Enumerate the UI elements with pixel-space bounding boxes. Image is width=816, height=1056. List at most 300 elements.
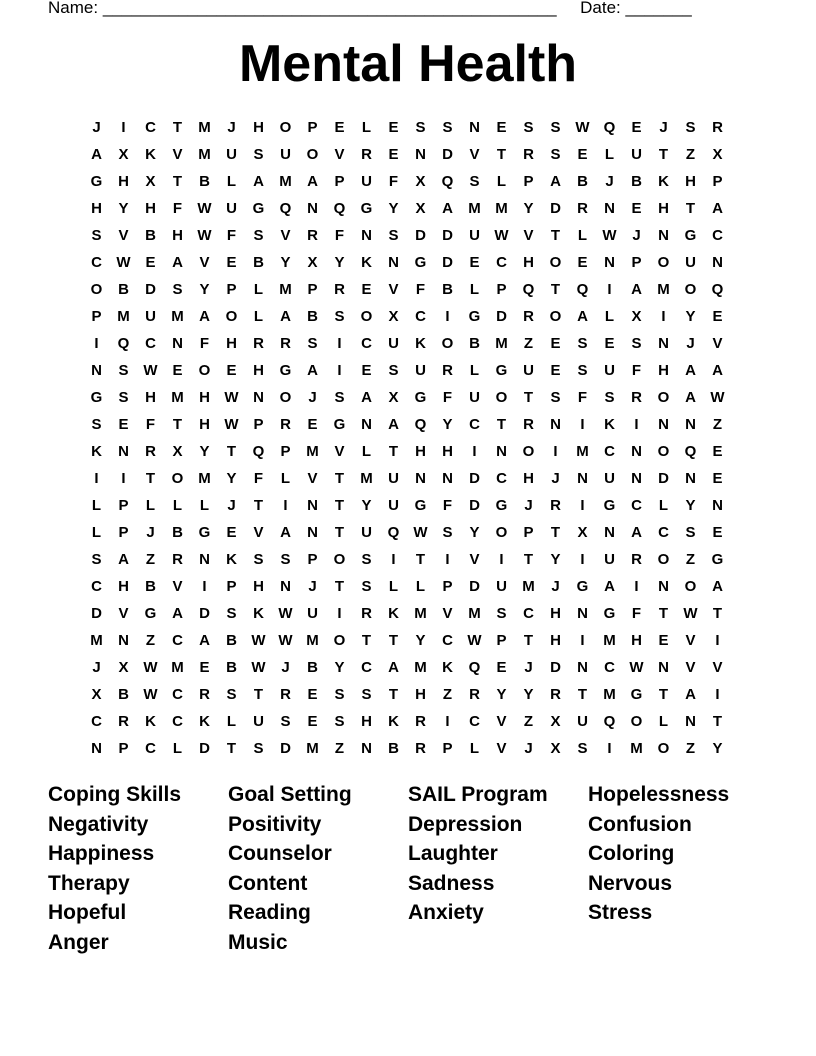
grid-letter: D	[469, 578, 480, 595]
grid-row	[83, 735, 733, 762]
grid-row	[83, 681, 733, 708]
grid-letter: A	[280, 524, 291, 541]
grid-letter: E	[226, 524, 237, 541]
grid-row	[83, 114, 733, 141]
grid-letter: Y	[334, 659, 345, 676]
grid-letter: P	[496, 281, 507, 298]
grid-letter: O	[360, 308, 373, 325]
grid-letter: L	[469, 740, 480, 757]
grid-letter: E	[712, 524, 723, 541]
grid-letter: R	[253, 335, 264, 352]
grid-row	[83, 573, 733, 600]
grid-letter: U	[523, 362, 534, 379]
grid-letter: V	[442, 605, 453, 622]
grid-letter: K	[442, 659, 453, 676]
grid-letter: E	[118, 416, 129, 433]
grid-letter: A	[280, 308, 291, 325]
grid-letter: E	[469, 254, 480, 271]
grid-letter: Q	[117, 335, 130, 352]
grid-letter: J	[686, 335, 695, 352]
grid-letter: W	[710, 389, 725, 406]
grid-letter: J	[551, 578, 560, 595]
grid-letter: Q	[414, 416, 427, 433]
grid-letter: N	[604, 200, 615, 217]
grid-letter: N	[307, 200, 318, 217]
grid-letter: E	[226, 254, 237, 271]
grid-letter: R	[280, 335, 291, 352]
grid-letter: B	[442, 281, 453, 298]
grid-letter: O	[684, 578, 697, 595]
grid-letter: L	[604, 146, 615, 163]
grid-letter: A	[442, 200, 453, 217]
grid-letter: K	[145, 146, 156, 163]
grid-letter: N	[658, 227, 669, 244]
grid-letter: V	[199, 254, 210, 271]
grid-letter: U	[388, 497, 399, 514]
grid-letter: U	[388, 470, 399, 487]
grid-letter: S	[550, 119, 561, 136]
grid-letter: Q	[684, 443, 697, 460]
grid-letter: F	[226, 227, 237, 244]
grid-letter: U	[469, 389, 480, 406]
grid-letter: N	[658, 578, 669, 595]
grid-letter: S	[253, 146, 264, 163]
grid-letter: M	[117, 308, 130, 325]
grid-letter: K	[658, 173, 669, 190]
grid-letter: G	[684, 227, 697, 244]
grid-letter: M	[279, 281, 292, 298]
grid-letter: V	[280, 227, 291, 244]
grid-letter: N	[118, 632, 129, 649]
grid-letter: U	[577, 713, 588, 730]
grid-letter: M	[630, 740, 643, 757]
grid-letter: X	[415, 173, 426, 190]
grid-letter: Z	[442, 686, 453, 703]
grid-row	[83, 600, 733, 627]
word-bank-item: Goal Setting	[228, 783, 352, 806]
grid-letter: T	[415, 551, 426, 568]
grid-letter: Y	[118, 200, 129, 217]
grid-letter: J	[227, 119, 236, 136]
grid-letter: I	[607, 281, 612, 298]
grid-letter: L	[253, 308, 264, 325]
grid-letter: X	[631, 308, 642, 325]
grid-letter: D	[280, 740, 291, 757]
grid-letter: S	[334, 308, 345, 325]
grid-letter: L	[361, 119, 372, 136]
grid-letter: E	[307, 416, 318, 433]
grid-letter: C	[172, 686, 183, 703]
grid-letter: H	[523, 470, 534, 487]
grid-letter: S	[118, 362, 129, 379]
grid-letter: M	[414, 659, 427, 676]
grid-letter: W	[413, 524, 428, 541]
grid-letter: L	[172, 497, 183, 514]
grid-letter: O	[657, 551, 670, 568]
grid-letter: T	[334, 497, 345, 514]
grid-letter: U	[604, 362, 615, 379]
word-bank-item: Coloring	[588, 842, 675, 866]
grid-letter: C	[496, 254, 507, 271]
grid-letter: N	[307, 524, 318, 541]
date-blank[interactable]: _______	[625, 0, 692, 17]
grid-letter: E	[361, 362, 372, 379]
grid-letter: I	[445, 551, 450, 568]
grid-letter: H	[199, 389, 210, 406]
grid-letter: Q	[441, 173, 454, 190]
grid-letter: X	[712, 146, 723, 163]
grid-letter: N	[469, 119, 480, 136]
grid-letter: R	[199, 686, 210, 703]
grid-letter: O	[333, 632, 346, 649]
word-bank-item: Laughter	[408, 842, 498, 866]
grid-letter: H	[118, 578, 129, 595]
grid-letter: H	[550, 605, 561, 622]
grid-letter: R	[172, 551, 183, 568]
grid-row	[83, 195, 733, 222]
grid-letter: V	[496, 740, 507, 757]
grid-letter: F	[631, 362, 642, 379]
grid-letter: M	[576, 443, 589, 460]
grid-letter: P	[118, 497, 129, 514]
grid-letter: A	[172, 254, 183, 271]
grid-letter: I	[715, 632, 720, 649]
grid-letter: U	[361, 173, 372, 190]
grid-letter: A	[253, 173, 264, 190]
grid-letter: O	[495, 524, 508, 541]
grid-letter: T	[226, 443, 237, 460]
grid-letter: A	[577, 308, 588, 325]
grid-letter: R	[523, 308, 534, 325]
grid-letter: I	[580, 416, 585, 433]
grid-letter: J	[551, 470, 560, 487]
grid-letter: T	[361, 632, 372, 649]
grid-letter: T	[334, 578, 345, 595]
grid-letter: E	[172, 362, 183, 379]
grid-letter: T	[577, 686, 588, 703]
grid-letter: H	[253, 362, 264, 379]
grid-letter: P	[226, 578, 237, 595]
grid-letter: S	[334, 389, 345, 406]
grid-letter: R	[334, 281, 345, 298]
grid-letter: K	[226, 551, 237, 568]
grid-row	[83, 168, 733, 195]
grid-letter: C	[91, 254, 102, 271]
name-date-line	[48, 0, 692, 19]
grid-letter: N	[658, 416, 669, 433]
grid-letter: V	[685, 632, 696, 649]
grid-letter: R	[361, 605, 372, 622]
grid-letter: X	[118, 146, 129, 163]
grid-letter: S	[388, 362, 399, 379]
grid-letter: D	[199, 605, 210, 622]
grid-letter: B	[118, 281, 129, 298]
grid-letter: C	[604, 443, 615, 460]
grid-letter: C	[361, 659, 372, 676]
grid-letter: M	[198, 470, 211, 487]
grid-letter: T	[388, 632, 399, 649]
grid-letter: M	[468, 605, 481, 622]
grid-letter: Z	[523, 335, 534, 352]
grid-letter: O	[522, 443, 535, 460]
grid-letter: Q	[603, 713, 616, 730]
grid-letter: Z	[145, 632, 156, 649]
grid-letter: E	[226, 362, 237, 379]
letter-grid	[83, 114, 733, 762]
grid-letter: R	[712, 119, 723, 136]
grid-row	[83, 654, 733, 681]
grid-letter: B	[631, 173, 642, 190]
grid-letter: Y	[280, 254, 291, 271]
grid-letter: A	[712, 578, 723, 595]
grid-letter: R	[550, 686, 561, 703]
grid-letter: H	[145, 389, 156, 406]
grid-letter: Z	[334, 740, 345, 757]
grid-letter: W	[575, 119, 590, 136]
grid-letter: E	[388, 146, 399, 163]
grid-letter: U	[307, 605, 318, 622]
word-bank-item: Anger	[48, 930, 109, 954]
grid-letter: L	[91, 497, 102, 514]
grid-letter: V	[172, 146, 183, 163]
grid-letter: L	[469, 362, 480, 379]
grid-letter: S	[334, 686, 345, 703]
grid-letter: R	[361, 146, 372, 163]
grid-letter: B	[253, 254, 264, 271]
grid-letter: T	[523, 632, 534, 649]
grid-letter: I	[202, 578, 207, 595]
grid-letter: S	[91, 416, 102, 433]
grid-letter: B	[388, 740, 399, 757]
name-label: Name:	[48, 0, 99, 17]
grid-letter: N	[280, 578, 291, 595]
grid-letter: T	[712, 605, 723, 622]
grid-letter: P	[496, 632, 507, 649]
grid-letter: C	[172, 713, 183, 730]
grid-letter: T	[658, 605, 669, 622]
grid-letter: Y	[442, 416, 453, 433]
grid-letter: O	[684, 281, 697, 298]
grid-letter: J	[281, 659, 290, 676]
grid-letter: C	[91, 578, 102, 595]
word-bank-item: Positivity	[228, 812, 322, 836]
grid-letter: B	[226, 632, 237, 649]
grid-letter: N	[415, 470, 426, 487]
grid-letter: S	[361, 578, 372, 595]
grid-letter: U	[361, 524, 372, 541]
grid-letter: I	[607, 740, 612, 757]
grid-letter: S	[226, 686, 237, 703]
grid-letter: Q	[603, 119, 616, 136]
grid-letter: M	[603, 686, 616, 703]
grid-letter: G	[711, 551, 724, 568]
grid-letter: C	[145, 740, 156, 757]
grid-letter: R	[469, 686, 480, 703]
grid-letter: B	[145, 578, 156, 595]
grid-letter: F	[388, 173, 399, 190]
grid-letter: S	[442, 119, 453, 136]
grid-letter: Y	[685, 497, 696, 514]
grid-letter: J	[659, 119, 668, 136]
grid-letter: S	[685, 524, 696, 541]
word-bank-item: Reading	[228, 901, 311, 925]
grid-letter: I	[634, 416, 639, 433]
grid-letter: E	[712, 443, 723, 460]
grid-letter: C	[145, 335, 156, 352]
grid-letter: D	[442, 254, 453, 271]
grid-letter: Z	[523, 713, 534, 730]
grid-letter: V	[334, 443, 345, 460]
grid-letter: M	[657, 281, 670, 298]
grid-letter: A	[199, 632, 210, 649]
grid-letter: O	[441, 335, 454, 352]
grid-letter: J	[146, 524, 155, 541]
grid-letter: V	[469, 551, 480, 568]
grid-letter: A	[388, 659, 399, 676]
grid-letter: A	[307, 362, 318, 379]
grid-letter: N	[442, 470, 453, 487]
grid-letter: S	[253, 551, 264, 568]
grid-letter: M	[603, 632, 616, 649]
word-bank-item: Confusion	[588, 812, 692, 836]
grid-letter: K	[91, 443, 102, 460]
grid-letter: Z	[685, 740, 696, 757]
grid-letter: W	[683, 605, 698, 622]
grid-letter: N	[577, 605, 588, 622]
grid-letter: Z	[145, 551, 156, 568]
grid-letter: M	[495, 335, 508, 352]
word-bank-item: Stress	[588, 901, 653, 925]
grid-letter: U	[145, 308, 156, 325]
grid-letter: U	[496, 578, 507, 595]
grid-letter: S	[388, 227, 399, 244]
grid-letter: S	[577, 335, 588, 352]
grid-letter: G	[630, 686, 643, 703]
grid-letter: B	[307, 308, 318, 325]
grid-letter: A	[604, 578, 615, 595]
word-bank-item: Happiness	[48, 842, 155, 866]
grid-letter: T	[172, 416, 183, 433]
grid-letter: P	[253, 416, 264, 433]
grid-letter: J	[524, 659, 533, 676]
grid-letter: N	[496, 443, 507, 460]
grid-letter: O	[279, 119, 292, 136]
grid-letter: E	[307, 686, 318, 703]
grid-letter: V	[118, 605, 129, 622]
grid-letter: J	[227, 497, 236, 514]
grid-letter: X	[577, 524, 588, 541]
grid-letter: R	[280, 686, 291, 703]
name-blank[interactable]: ________________________________________________	[102, 0, 557, 17]
grid-letter: Q	[711, 281, 724, 298]
grid-row	[83, 357, 733, 384]
grid-letter: M	[306, 740, 319, 757]
grid-letter: L	[469, 281, 480, 298]
grid-letter: R	[442, 362, 453, 379]
grid-letter: E	[712, 308, 723, 325]
grid-letter: L	[388, 578, 399, 595]
grid-letter: Y	[388, 200, 399, 217]
grid-letter: K	[388, 713, 399, 730]
grid-letter: M	[198, 119, 211, 136]
grid-letter: B	[199, 173, 210, 190]
grid-letter: K	[361, 254, 372, 271]
word-bank-item: Coping Skills	[48, 783, 182, 806]
grid-letter: Y	[415, 632, 426, 649]
grid-letter: H	[550, 632, 561, 649]
grid-letter: R	[307, 227, 318, 244]
grid-letter: W	[224, 389, 239, 406]
grid-letter: G	[414, 389, 427, 406]
grid-letter: F	[253, 470, 264, 487]
grid-letter: A	[712, 362, 723, 379]
grid-letter: E	[631, 200, 642, 217]
grid-letter: Q	[576, 281, 589, 298]
grid-letter: E	[307, 713, 318, 730]
grid-letter: S	[280, 713, 291, 730]
grid-letter: P	[307, 119, 318, 136]
grid-letter: O	[657, 389, 670, 406]
grid-letter: G	[144, 605, 157, 622]
grid-letter: N	[118, 443, 129, 460]
grid-letter: V	[253, 524, 264, 541]
grid-letter: K	[253, 605, 264, 622]
grid-letter: P	[334, 173, 345, 190]
grid-letter: A	[118, 551, 129, 568]
grid-letter: N	[631, 443, 642, 460]
grid-letter: V	[118, 227, 129, 244]
grid-letter: X	[550, 713, 561, 730]
grid-letter: F	[199, 335, 210, 352]
grid-letter: L	[91, 524, 102, 541]
grid-letter: R	[415, 740, 426, 757]
grid-letter: M	[306, 443, 319, 460]
grid-letter: O	[495, 389, 508, 406]
grid-letter: T	[334, 524, 345, 541]
grid-letter: X	[118, 659, 129, 676]
grid-row	[83, 708, 733, 735]
grid-letter: N	[577, 659, 588, 676]
grid-letter: U	[631, 146, 642, 163]
grid-letter: A	[361, 389, 372, 406]
grid-row	[83, 384, 733, 411]
grid-letter: T	[145, 470, 156, 487]
grid-letter: S	[91, 227, 102, 244]
grid-letter: V	[685, 659, 696, 676]
grid-letter: G	[90, 389, 103, 406]
grid-letter: P	[523, 173, 534, 190]
grid-letter: D	[550, 200, 561, 217]
grid-letter: M	[360, 470, 373, 487]
grid-letter: F	[172, 200, 183, 217]
grid-letter: O	[306, 146, 319, 163]
grid-letter: S	[604, 389, 615, 406]
grid-letter: I	[445, 308, 450, 325]
grid-letter: P	[631, 254, 642, 271]
grid-letter: W	[143, 686, 158, 703]
grid-letter: W	[116, 254, 131, 271]
grid-letter: N	[658, 335, 669, 352]
grid-letter: C	[442, 632, 453, 649]
grid-letter: N	[604, 524, 615, 541]
grid-letter: Y	[523, 686, 534, 703]
grid-letter: N	[361, 416, 372, 433]
grid-letter: H	[442, 443, 453, 460]
grid-letter: O	[549, 308, 562, 325]
grid-letter: J	[605, 173, 614, 190]
grid-letter: S	[280, 551, 291, 568]
grid-letter: O	[630, 713, 643, 730]
